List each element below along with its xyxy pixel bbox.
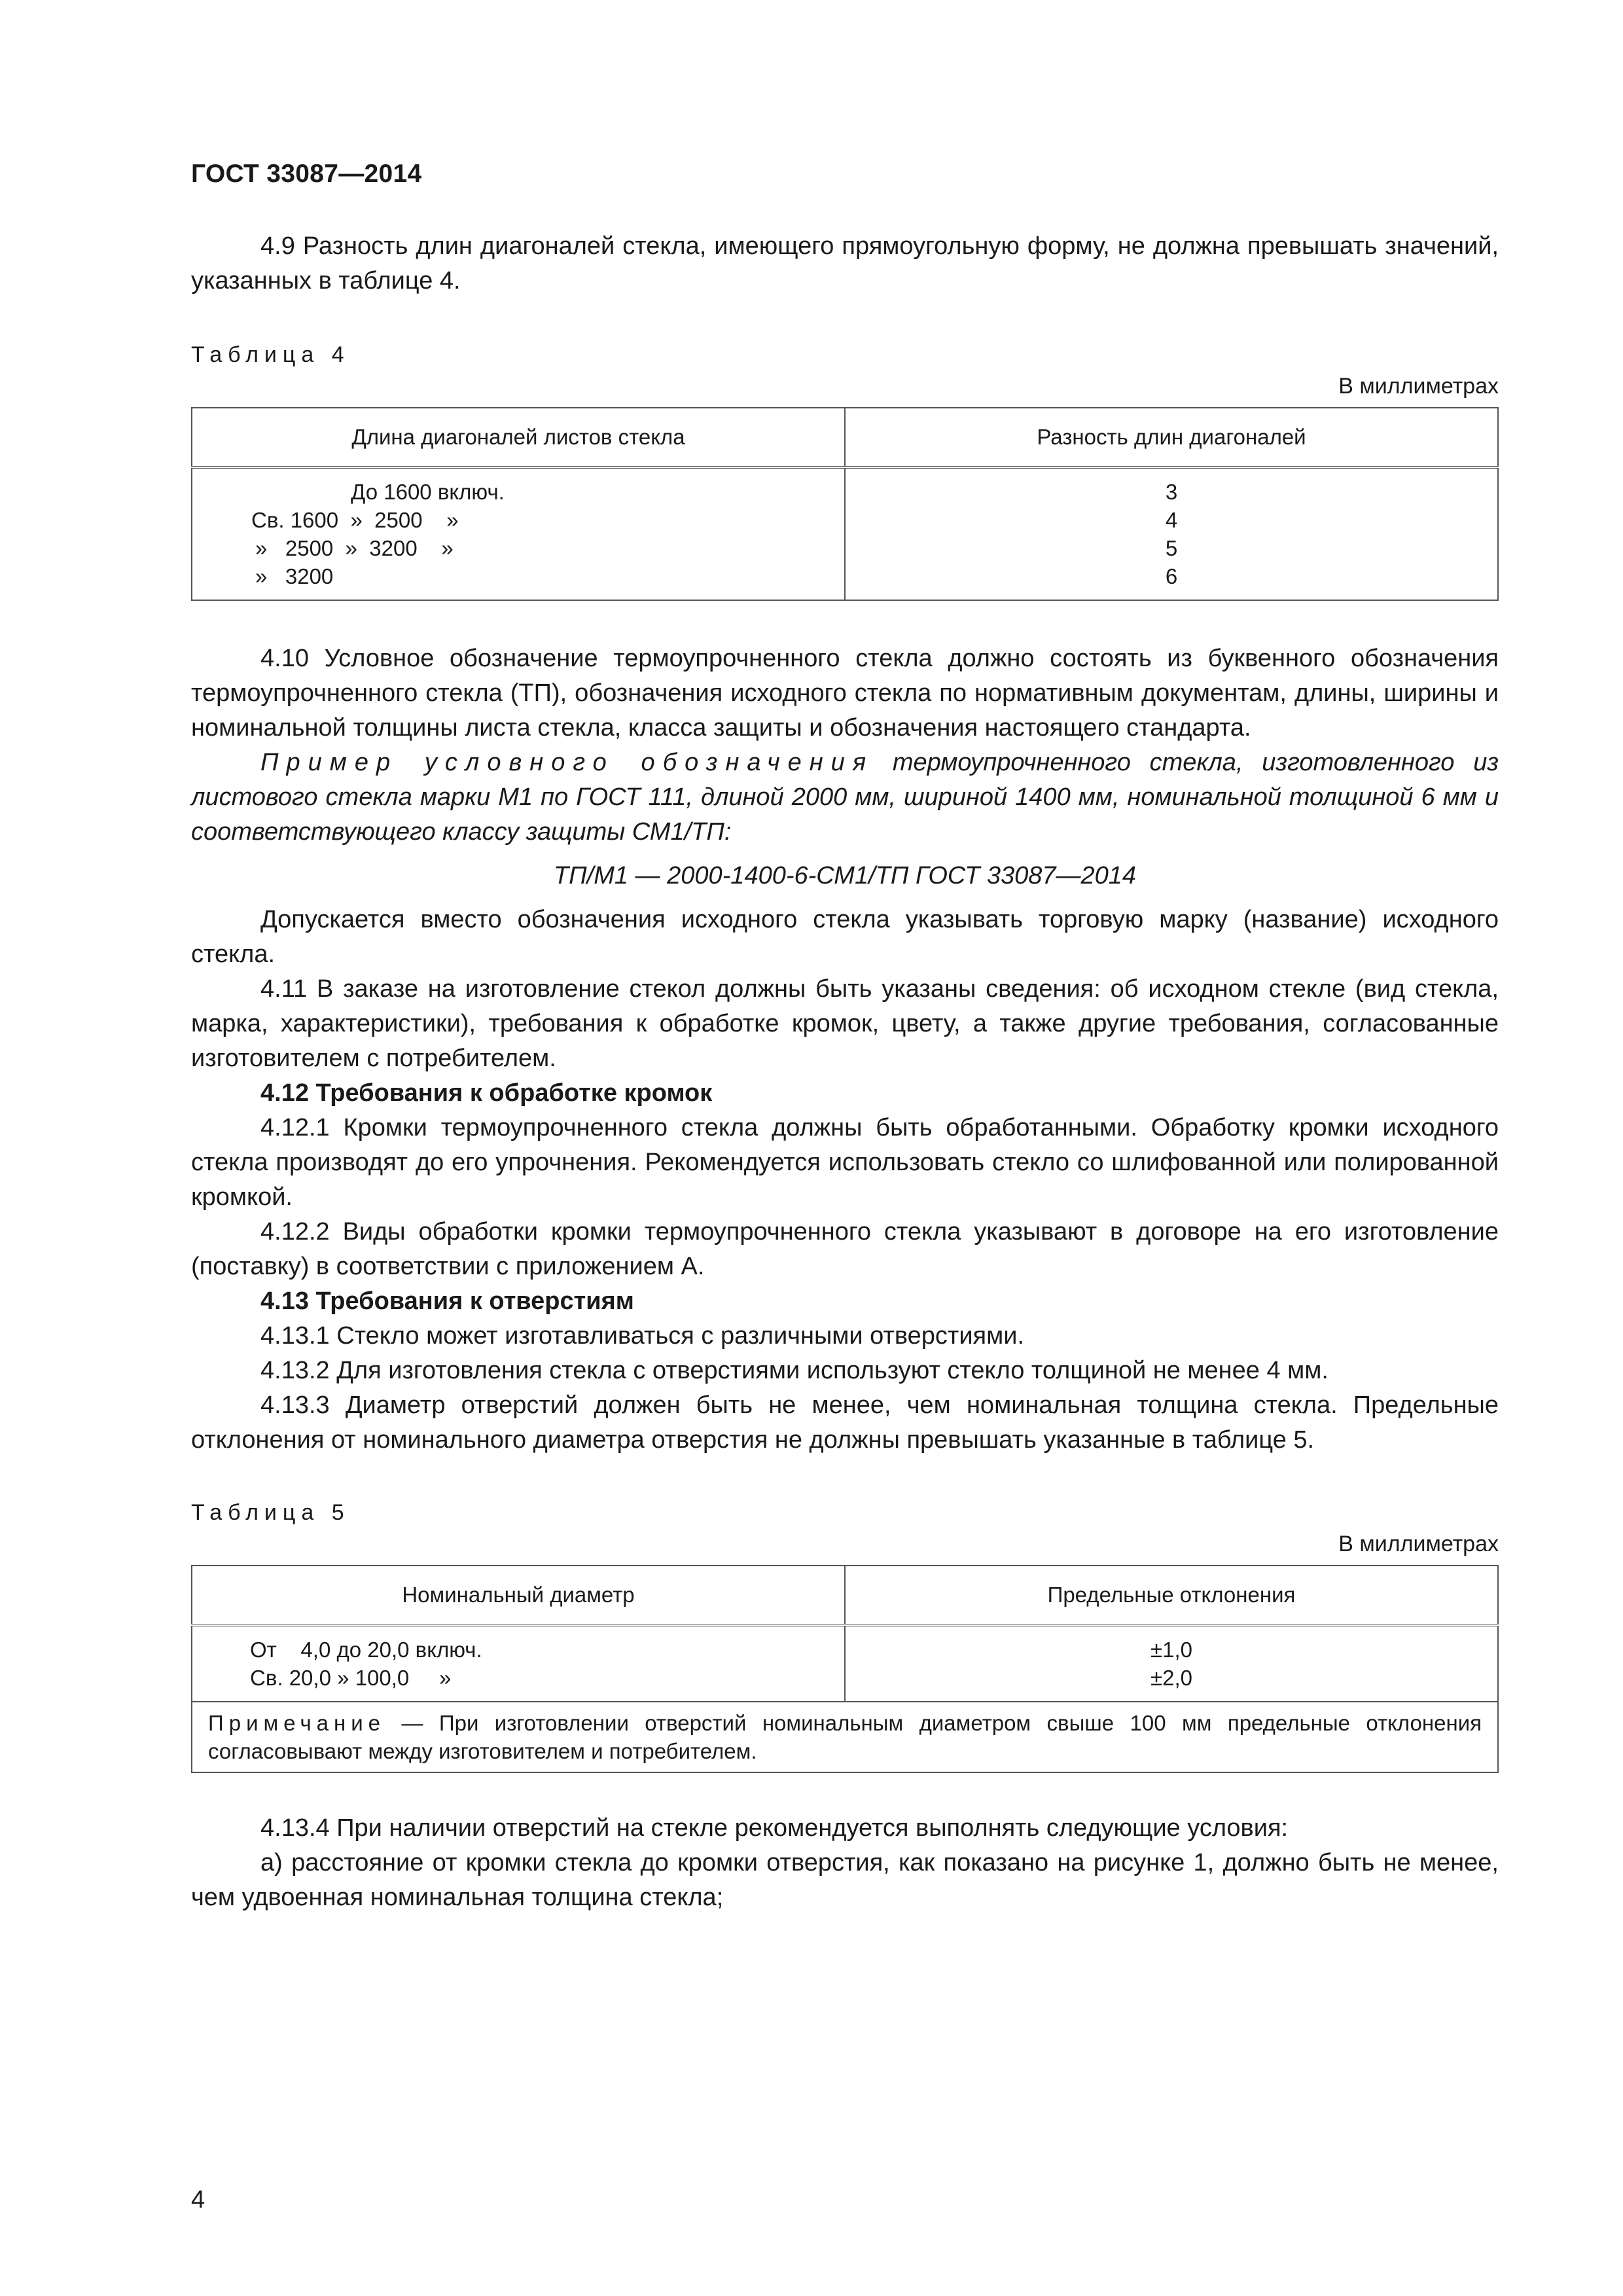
paragraph-4-9: 4.9 Разность длин диагоналей стекла, имеющего прямоугольную форму, не должна превышать значений, указанных в таблице 4.: [191, 232, 1499, 295]
table-header-row: [192, 1566, 1498, 1625]
document-code-header: ГОСТ 33087—2014: [191, 160, 422, 188]
heading-4-13: 4.13 Требования к отверстиям: [260, 1287, 634, 1315]
table-note: [192, 1702, 1498, 1772]
cell-line: ±2,0: [1150, 1666, 1192, 1690]
table-cell-lengths: [192, 467, 845, 600]
table-4-units: В миллиметрах: [1338, 374, 1499, 399]
table-note-row: [192, 1702, 1498, 1772]
example-lead: Пример условного обозначения: [260, 749, 874, 776]
table-4-caption: Таблица 4: [191, 342, 350, 367]
heading-4-12: 4.12 Требования к обработке кромок: [260, 1079, 713, 1107]
cell-line: » 2500 » 3200 »: [255, 536, 454, 560]
cell-line: От 4,0 до 20,0 включ.: [250, 1638, 482, 1662]
table-5: [191, 1565, 1499, 1773]
page-content: [191, 229, 1499, 1915]
paragraph-4-13-4: 4.13.4 При наличии отверстий на стекле рекомендуется выполнять следующие условия:: [260, 1814, 1289, 1842]
cell-line: Св. 1600 » 2500 »: [251, 508, 459, 532]
paragraph-4-11: 4.11 В заказе на изготовление стекол должны быть указаны сведения: об исходном стекле (вид стекла, марка, характеристики), требования к обработке кромок, цвету, а также другие требования, согласованные изготовителем с потребителем.: [191, 975, 1499, 1072]
cell-line: 6: [1165, 564, 1178, 588]
table-4: [191, 407, 1499, 601]
table-row: [192, 1625, 1498, 1702]
paragraph-4-13-3: 4.13.3 Диаметр отверстий должен быть не менее, чем номинальная толщина стекла. Предельные отклонения от номинального диаметра отверстия не должны превышать указанные в таблице 5.: [191, 1391, 1499, 1454]
cell-line: 4: [1165, 508, 1178, 532]
paragraph-4-12-2: 4.12.2 Виды обработки кромки термоупрочненного стекла указывают в договоре на его изготовление (поставку) в соответствии с приложением А.: [191, 1218, 1499, 1280]
table-header-row: [192, 408, 1498, 467]
cell-line: Св. 20,0 » 100,0 »: [250, 1666, 452, 1690]
cell-line: » 3200: [255, 564, 334, 588]
paragraph-item-a: а) расстояние от кромки стекла до кромки отверстия, как показано на рисунке 1, должно быть не менее, чем удвоенная номинальная толщина стекла;: [191, 1849, 1499, 1911]
note-label: Примечание: [208, 1711, 386, 1735]
paragraph-4-13-1: 4.13.1 Стекло может изготавливаться с различными отверстиями.: [260, 1322, 1025, 1350]
example-text: термоупрочненного стекла, изготовленного из листового стекла марки М1 по ГОСТ 111, длиной 2000 мм, шириной 1400 мм, номинальной толщиной 6 мм и соответствующего классу защиты СМ1/ТП:: [191, 749, 1499, 846]
note-text: — При изготовлении отверстий номинальным диаметром свыше 100 мм предельные отклонения согласовывают между изготовителем и потребителем.: [208, 1711, 1482, 1763]
table-5-units: В миллиметрах: [1338, 1532, 1499, 1556]
cell-line: ±1,0: [1150, 1638, 1192, 1662]
table-header-cell: Длина диагоналей листов стекла: [192, 408, 845, 467]
paragraph-4-13-2: 4.13.2 Для изготовления стекла с отверстиями используют стекло толщиной не менее 4 мм.: [260, 1357, 1329, 1384]
table-header-cell: Предельные отклонения: [845, 1566, 1498, 1625]
table-header-cell: Разность длин диагоналей: [845, 408, 1498, 467]
table-row: [192, 467, 1498, 600]
table-5-caption: Таблица 5: [191, 1500, 350, 1525]
page-number: 4: [191, 2186, 205, 2214]
cell-line: 5: [1165, 536, 1178, 560]
paragraph-allowed: Допускается вместо обозначения исходного стекла указывать торговую марку (название) исходного стекла.: [191, 906, 1499, 968]
table-cell-diameters: [192, 1625, 845, 1702]
table-header-cell: Номинальный диаметр: [192, 1566, 845, 1625]
paragraph-4-12-1: 4.12.1 Кромки термоупрочненного стекла должны быть обработанными. Обработку кромки исходного стекла производят до его упрочнения. Рекомендуется использовать стекло со шлифованной или полированной кромкой.: [191, 1114, 1499, 1211]
paragraph-4-10: 4.10 Условное обозначение термоупрочненного стекла должно состоять из буквенного обозначения термоупрочненного стекла (ТП), обозначения исходного стекла по нормативным документам, длины, ширины и номинальной толщины листа стекла, класса защиты и обозначения настоящего стандарта.: [191, 645, 1499, 742]
cell-line: До 1600 включ.: [351, 480, 505, 504]
example-paragraph: [191, 745, 1499, 850]
table-cell-deviations: [845, 1625, 1498, 1702]
example-designation: ТП/М1 — 2000-1400-6-СМ1/ТП ГОСТ 33087—2014: [553, 862, 1137, 889]
cell-line: 3: [1165, 480, 1178, 504]
table-cell-differences: [845, 467, 1498, 600]
